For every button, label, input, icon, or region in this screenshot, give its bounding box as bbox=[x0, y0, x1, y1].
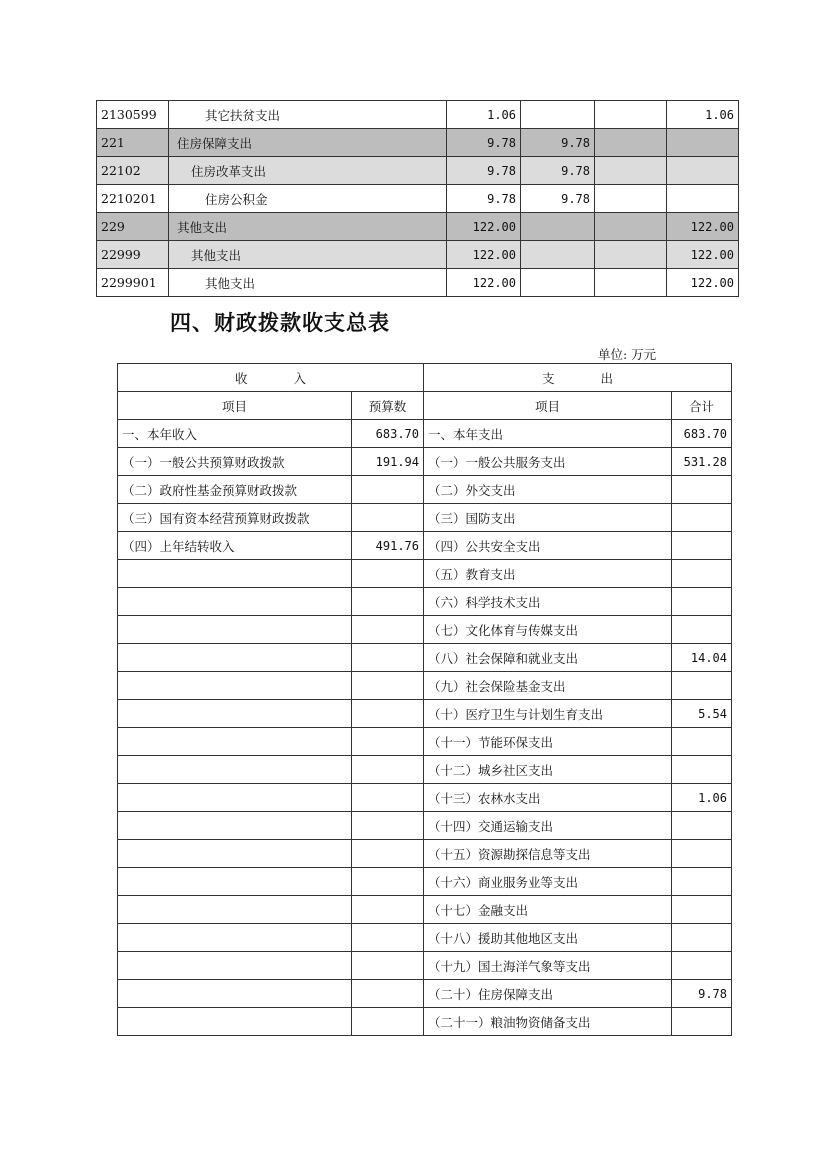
expense-header-char-2: 出 bbox=[600, 370, 614, 386]
expense-total-cell bbox=[672, 1008, 732, 1036]
other-value bbox=[595, 157, 667, 185]
income-item-cell: 一、本年收入 bbox=[118, 420, 352, 448]
other-value bbox=[595, 213, 667, 241]
project-value: 122.00 bbox=[667, 269, 739, 297]
income-item-cell bbox=[118, 980, 352, 1008]
total-value: 9.78 bbox=[447, 157, 521, 185]
income-budget-cell bbox=[352, 504, 424, 532]
total-value: 122.00 bbox=[447, 213, 521, 241]
col-header-expense-item: 项目 bbox=[424, 392, 672, 420]
income-budget-cell bbox=[352, 672, 424, 700]
other-value bbox=[595, 129, 667, 157]
account-name: 其它扶贫支出 bbox=[169, 101, 447, 129]
expense-item-cell: （十四）交通运输支出 bbox=[424, 812, 672, 840]
income-header-char-1: 收 bbox=[234, 370, 248, 386]
expense-item-cell: （十九）国土海洋气象等支出 bbox=[424, 952, 672, 980]
income-header-char-2: 入 bbox=[293, 370, 307, 386]
account-code: 229 bbox=[97, 213, 169, 241]
account-code: 2210201 bbox=[97, 185, 169, 213]
table-row bbox=[118, 588, 732, 616]
expense-total-cell bbox=[672, 896, 732, 924]
expense-total-cell: 5.54 bbox=[672, 700, 732, 728]
expense-item-cell: （十一）节能环保支出 bbox=[424, 728, 672, 756]
income-item-cell bbox=[118, 756, 352, 784]
unit-label: 单位: 万元 bbox=[598, 347, 657, 362]
table-row bbox=[118, 868, 732, 896]
account-name: 其他支出 bbox=[169, 269, 447, 297]
basic-value bbox=[521, 213, 595, 241]
income-item-cell bbox=[118, 588, 352, 616]
expense-item-cell: （二）外交支出 bbox=[424, 476, 672, 504]
income-item-cell bbox=[118, 616, 352, 644]
expense-total-cell: 531.28 bbox=[672, 448, 732, 476]
column-header-row bbox=[118, 392, 732, 420]
expense-header-char-1: 支 bbox=[541, 370, 555, 386]
expense-item-cell: （七）文化体育与传媒支出 bbox=[424, 616, 672, 644]
project-value bbox=[667, 157, 739, 185]
income-item-cell bbox=[118, 896, 352, 924]
income-item-cell: （一）一般公共预算财政拨款 bbox=[118, 448, 352, 476]
expense-total-cell bbox=[672, 616, 732, 644]
income-budget-cell bbox=[352, 1008, 424, 1036]
expense-total-cell bbox=[672, 504, 732, 532]
table-row bbox=[118, 420, 732, 448]
expense-total-cell bbox=[672, 532, 732, 560]
income-item-cell bbox=[118, 924, 352, 952]
expense-total-cell: 683.70 bbox=[672, 420, 732, 448]
table-row bbox=[118, 616, 732, 644]
table-row bbox=[97, 129, 739, 157]
income-item-cell: （三）国有资本经营预算财政拨款 bbox=[118, 504, 352, 532]
expense-group-header bbox=[424, 364, 732, 392]
expense-item-cell: （五）教育支出 bbox=[424, 560, 672, 588]
total-value: 122.00 bbox=[447, 269, 521, 297]
income-item-cell bbox=[118, 644, 352, 672]
income-budget-cell bbox=[352, 980, 424, 1008]
income-budget-cell bbox=[352, 700, 424, 728]
project-value bbox=[667, 129, 739, 157]
income-budget-cell: 191.94 bbox=[352, 448, 424, 476]
table-row bbox=[97, 213, 739, 241]
expense-total-cell: 9.78 bbox=[672, 980, 732, 1008]
expense-item-cell: （十二）城乡社区支出 bbox=[424, 756, 672, 784]
basic-value: 9.78 bbox=[521, 157, 595, 185]
basic-value: 9.78 bbox=[521, 129, 595, 157]
table-row bbox=[118, 952, 732, 980]
account-name: 住房保障支出 bbox=[169, 129, 447, 157]
expense-total-cell bbox=[672, 868, 732, 896]
project-value: 1.06 bbox=[667, 101, 739, 129]
account-code: 2130599 bbox=[97, 101, 169, 129]
total-value: 9.78 bbox=[447, 185, 521, 213]
col-header-income-item: 项目 bbox=[118, 392, 352, 420]
table-row bbox=[118, 756, 732, 784]
account-name: 其他支出 bbox=[169, 241, 447, 269]
income-group-header bbox=[118, 364, 424, 392]
expense-item-cell: （二十）住房保障支出 bbox=[424, 980, 672, 1008]
expense-total-cell bbox=[672, 952, 732, 980]
table-row bbox=[118, 644, 732, 672]
income-item-cell bbox=[118, 560, 352, 588]
expense-item-cell: （十三）农林水支出 bbox=[424, 784, 672, 812]
income-budget-cell bbox=[352, 616, 424, 644]
project-value: 122.00 bbox=[667, 241, 739, 269]
expense-total-cell: 1.06 bbox=[672, 784, 732, 812]
other-value bbox=[595, 269, 667, 297]
account-name: 住房公积金 bbox=[169, 185, 447, 213]
account-code: 2299901 bbox=[97, 269, 169, 297]
income-budget-cell bbox=[352, 812, 424, 840]
table-row bbox=[118, 728, 732, 756]
section-title: 四、财政拨款收支总表 bbox=[170, 311, 390, 335]
income-item-cell bbox=[118, 728, 352, 756]
income-budget-cell bbox=[352, 896, 424, 924]
expense-item-cell: （四）公共安全支出 bbox=[424, 532, 672, 560]
table-row bbox=[118, 560, 732, 588]
table-row bbox=[97, 269, 739, 297]
income-budget-cell bbox=[352, 784, 424, 812]
income-item-cell: （二）政府性基金预算财政拨款 bbox=[118, 476, 352, 504]
basic-value bbox=[521, 241, 595, 269]
expense-item-cell: 一、本年支出 bbox=[424, 420, 672, 448]
expenditure-detail-table bbox=[96, 100, 739, 297]
expense-item-cell: （十六）商业服务业等支出 bbox=[424, 868, 672, 896]
expense-total-cell bbox=[672, 588, 732, 616]
total-value: 1.06 bbox=[447, 101, 521, 129]
other-value bbox=[595, 185, 667, 213]
expense-item-cell: （十五）资源勘探信息等支出 bbox=[424, 840, 672, 868]
summary-table-head bbox=[118, 364, 732, 420]
table-row bbox=[118, 504, 732, 532]
other-value bbox=[595, 241, 667, 269]
income-budget-cell bbox=[352, 476, 424, 504]
project-value bbox=[667, 185, 739, 213]
group-header-row bbox=[118, 364, 732, 392]
expense-item-cell: （二十一）粮油物资储备支出 bbox=[424, 1008, 672, 1036]
income-budget-cell bbox=[352, 644, 424, 672]
col-header-budget: 预算数 bbox=[352, 392, 424, 420]
detail-table-body bbox=[97, 101, 739, 297]
income-budget-cell: 683.70 bbox=[352, 420, 424, 448]
project-value: 122.00 bbox=[667, 213, 739, 241]
expense-total-cell bbox=[672, 560, 732, 588]
account-name: 住房改革支出 bbox=[169, 157, 447, 185]
table-row bbox=[118, 980, 732, 1008]
basic-value: 9.78 bbox=[521, 185, 595, 213]
table-row bbox=[97, 157, 739, 185]
table-row bbox=[97, 241, 739, 269]
expense-total-cell bbox=[672, 672, 732, 700]
income-budget-cell bbox=[352, 840, 424, 868]
expense-item-cell: （六）科学技术支出 bbox=[424, 588, 672, 616]
expense-item-cell: （十八）援助其他地区支出 bbox=[424, 924, 672, 952]
table-row bbox=[118, 672, 732, 700]
income-item-cell bbox=[118, 784, 352, 812]
table-row bbox=[118, 896, 732, 924]
table-row bbox=[118, 476, 732, 504]
expense-total-cell bbox=[672, 756, 732, 784]
income-budget-cell bbox=[352, 924, 424, 952]
expense-item-cell: （十七）金融支出 bbox=[424, 896, 672, 924]
expense-item-cell: （八）社会保障和就业支出 bbox=[424, 644, 672, 672]
expense-total-cell bbox=[672, 728, 732, 756]
income-budget-cell bbox=[352, 756, 424, 784]
table-row bbox=[118, 840, 732, 868]
expense-item-cell: （三）国防支出 bbox=[424, 504, 672, 532]
expense-item-cell: （九）社会保险基金支出 bbox=[424, 672, 672, 700]
account-code: 221 bbox=[97, 129, 169, 157]
expense-total-cell: 14.04 bbox=[672, 644, 732, 672]
income-budget-cell bbox=[352, 952, 424, 980]
other-value bbox=[595, 101, 667, 129]
account-code: 22102 bbox=[97, 157, 169, 185]
income-item-cell bbox=[118, 868, 352, 896]
expense-total-cell bbox=[672, 840, 732, 868]
expense-item-cell: （十）医疗卫生与计划生育支出 bbox=[424, 700, 672, 728]
income-item-cell bbox=[118, 1008, 352, 1036]
income-item-cell bbox=[118, 700, 352, 728]
fiscal-summary-table bbox=[117, 363, 732, 1036]
income-item-cell bbox=[118, 672, 352, 700]
income-budget-cell bbox=[352, 868, 424, 896]
table-row bbox=[97, 185, 739, 213]
income-item-cell bbox=[118, 840, 352, 868]
total-value: 9.78 bbox=[447, 129, 521, 157]
income-budget-cell bbox=[352, 728, 424, 756]
table-row bbox=[118, 784, 732, 812]
table-row bbox=[118, 1008, 732, 1036]
account-code: 22999 bbox=[97, 241, 169, 269]
expense-total-cell bbox=[672, 812, 732, 840]
income-budget-cell: 491.76 bbox=[352, 532, 424, 560]
table-row bbox=[97, 101, 739, 129]
table-row bbox=[118, 700, 732, 728]
table-row bbox=[118, 812, 732, 840]
summary-table-body bbox=[118, 420, 732, 1036]
income-budget-cell bbox=[352, 588, 424, 616]
income-item-cell: （四）上年结转收入 bbox=[118, 532, 352, 560]
expense-total-cell bbox=[672, 924, 732, 952]
basic-value bbox=[521, 101, 595, 129]
income-item-cell bbox=[118, 952, 352, 980]
total-value: 122.00 bbox=[447, 241, 521, 269]
table-row bbox=[118, 532, 732, 560]
income-budget-cell bbox=[352, 560, 424, 588]
income-item-cell bbox=[118, 812, 352, 840]
basic-value bbox=[521, 269, 595, 297]
expense-item-cell: （一）一般公共服务支出 bbox=[424, 448, 672, 476]
account-name: 其他支出 bbox=[169, 213, 447, 241]
col-header-total: 合计 bbox=[672, 392, 732, 420]
expense-total-cell bbox=[672, 476, 732, 504]
table-row bbox=[118, 448, 732, 476]
table-row bbox=[118, 924, 732, 952]
